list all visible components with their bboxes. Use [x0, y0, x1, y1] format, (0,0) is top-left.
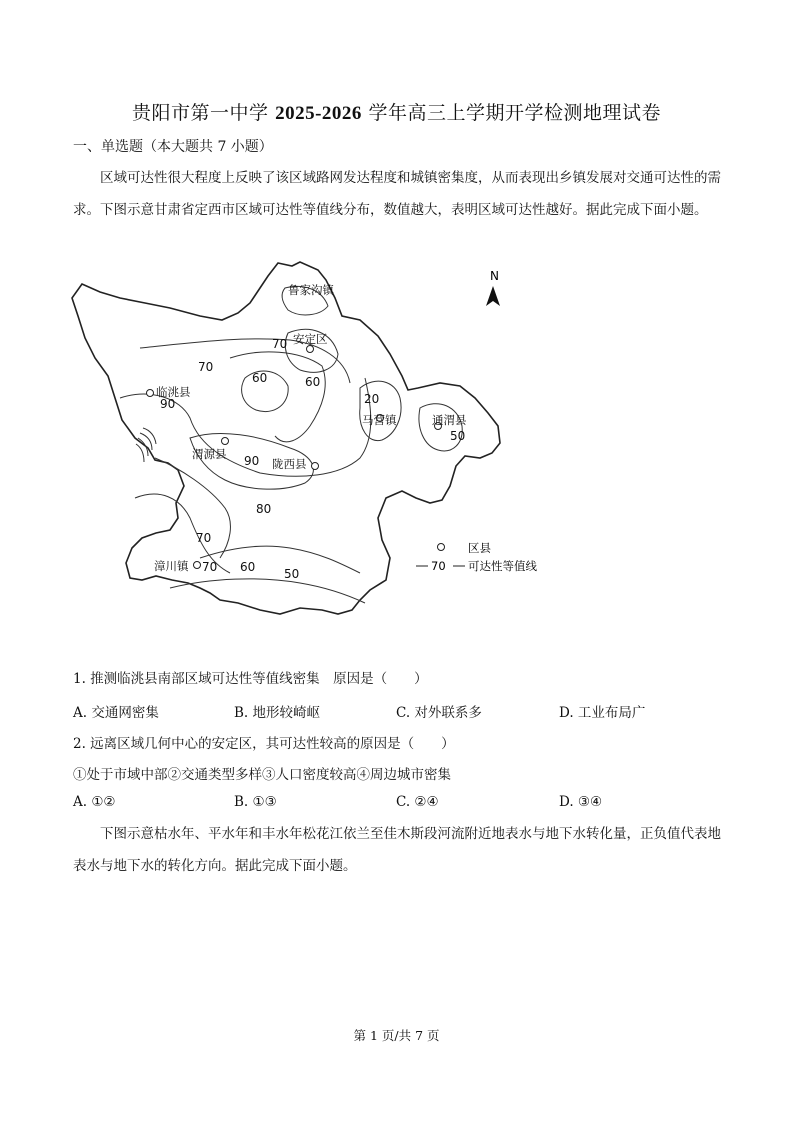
town-marker	[307, 346, 314, 353]
page-footer: 第 1 页/共 7 页	[353, 1028, 440, 1043]
contour-value: 90	[160, 397, 176, 411]
title-years: 2025-2026	[275, 103, 362, 124]
place-label: 陇西县	[272, 457, 307, 471]
q1-option-b[interactable]: B. 地形较崎岖	[234, 705, 321, 721]
place-label: 鲁家沟镇	[288, 283, 334, 297]
place-label: 漳川镇	[154, 559, 189, 573]
next-paragraph: 下图示意枯水年、平水年和丰水年松花江依兰至佳木斯段河流附近地表水与地下水转化量，正负值代表地表水与地下水的转化方向。据此完成下面小题。	[73, 826, 721, 874]
town-marker	[312, 463, 319, 470]
contour-line	[155, 458, 230, 558]
question-2-stem: 2. 远离区域几何中心的安定区，其可达性较高的原因是（ ）	[73, 736, 455, 752]
place-label: 临洮县	[156, 385, 191, 399]
place-label: 安定区	[293, 332, 328, 346]
contour-value: 50	[450, 429, 466, 443]
contour-value: 70	[196, 531, 212, 545]
contour-value: 20	[364, 392, 380, 406]
title-post: 学年高三上学期开学检测地理试卷	[361, 102, 661, 124]
contour-value: 80	[256, 502, 272, 516]
legend-line-value: 70	[431, 559, 446, 573]
question-2-statements: ①处于市域中部②交通类型多样③人口密度较高④周边城市密集	[73, 767, 451, 783]
contour-line	[230, 352, 325, 442]
accessibility-contour-map	[60, 258, 550, 628]
legend-county-icon	[438, 544, 445, 551]
intro-paragraph: 区域可达性很大程度上反映了该区域路网发达程度和城镇密集度，从而表现出乡镇发展对交通可达性的需求。下图示意甘肃省定西市区域可达性等值线分布，数值越大，表明区域可达性越好。据此完成下面小题。	[73, 170, 721, 218]
town-marker	[194, 562, 201, 569]
q1-option-c[interactable]: C. 对外联系多	[396, 705, 482, 721]
q2-option-a[interactable]: A. ①②	[73, 794, 116, 810]
contour-line	[360, 381, 401, 440]
place-label: 马营镇	[362, 413, 397, 427]
section-heading: 一、单选题（本大题共 7 小题）	[73, 139, 273, 155]
q2-option-c[interactable]: C. ②④	[396, 794, 439, 810]
q2-option-b[interactable]: B. ①③	[234, 794, 277, 810]
q1-option-a[interactable]: A. 交通网密集	[73, 705, 159, 721]
contour-value: 60	[252, 371, 268, 385]
contour-value: 60	[240, 560, 256, 574]
contour-value: 60	[305, 375, 321, 389]
question-1-stem: 1. 推测临洮县南部区域可达性等值线密集 原因是（ ）	[73, 671, 428, 687]
contour-value: 50	[284, 567, 300, 581]
town-marker	[222, 438, 229, 445]
title-pre: 贵阳市第一中学	[132, 102, 276, 124]
contour-line	[170, 579, 365, 603]
contour-value: 70	[198, 360, 214, 374]
contour-value: 70	[202, 560, 218, 574]
legend-line-label: 可达性等值线	[468, 559, 537, 573]
place-label: 渭源县	[192, 447, 227, 461]
legend-county-label: 区县	[468, 541, 491, 555]
town-marker	[147, 390, 154, 397]
contour-value: 70	[272, 337, 288, 351]
north-label: N	[490, 269, 499, 283]
map-legend	[416, 541, 537, 573]
contour-value: 90	[244, 454, 260, 468]
q1-option-d[interactable]: D. 工业布局广	[559, 705, 646, 721]
place-label: 通渭县	[432, 413, 467, 427]
page-title	[0, 98, 793, 125]
q2-option-d[interactable]: D. ③④	[559, 794, 603, 810]
north-arrow-icon	[486, 286, 500, 306]
